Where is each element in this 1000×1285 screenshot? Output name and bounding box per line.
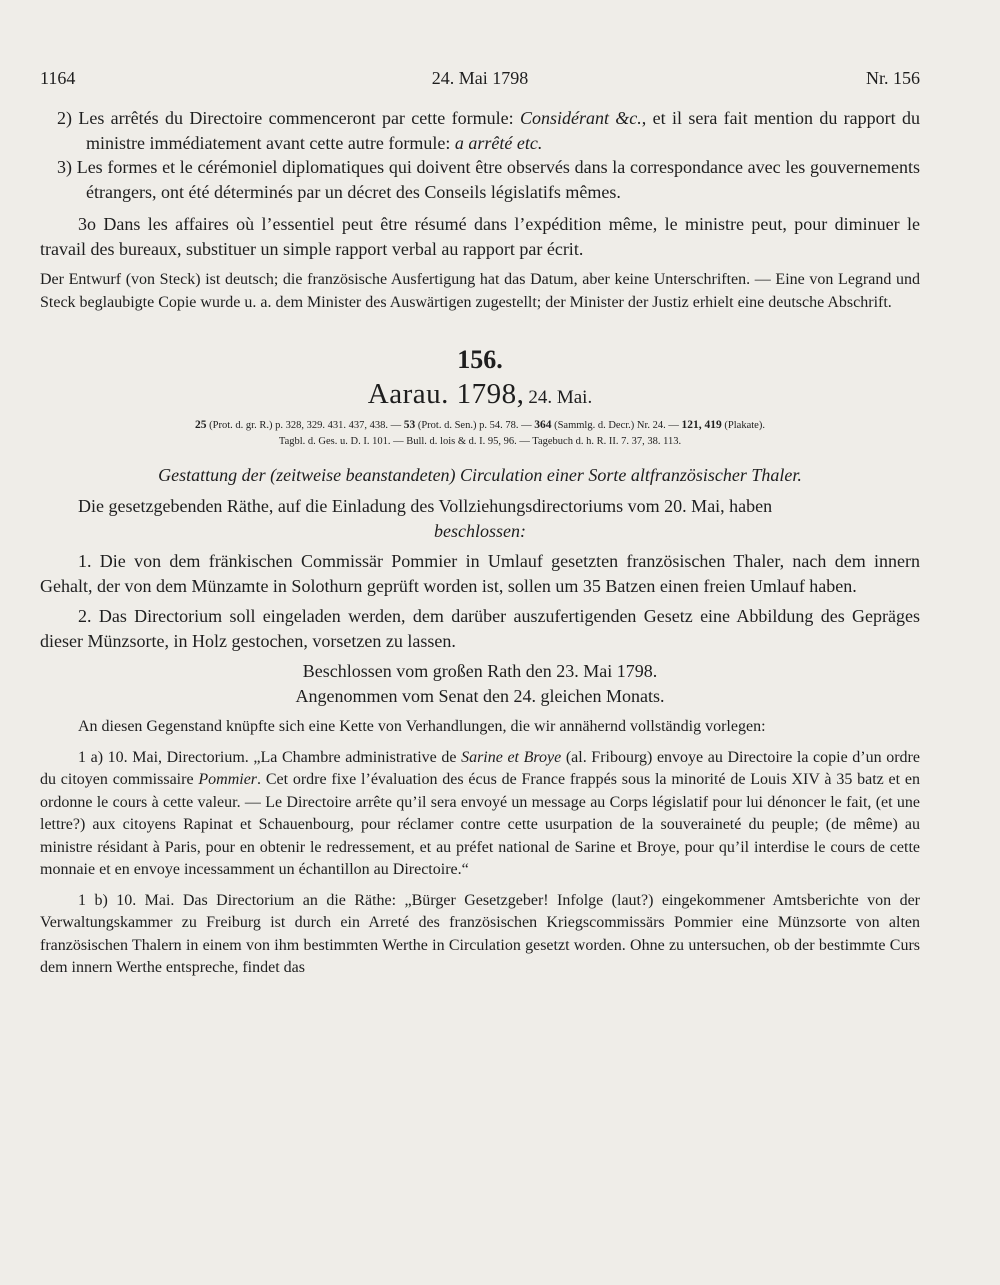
french-item-3: 3) Les formes et le cérémoniel diplomatiques qui doivent être observés dans la correspondance avec les gouvernements étrangers, ont été déterminés par un décret des Conseils législatifs mêmes. — [57, 157, 920, 202]
french-item-2 — [40, 106, 920, 155]
ref-number: 364 — [534, 419, 552, 431]
page-number: 1164 — [40, 68, 76, 88]
decree-article-1: 1. Die von dem fränkischen Commissär Pommier in Umlauf gesetzten französischen Thaler, nach dem innern Gehalt, der von dem Münzamte in Solothurn geprüft worden ist, sollen um 35 Batzen einen freien Umlauf haben. — [40, 551, 920, 596]
commentary-intro: An diesen Gegenstand knüpfte sich eine Kette von Verhandlungen, die wir annähernd vollständig vorlegen: — [78, 718, 766, 735]
p1a-place: Sarine et Broye — [461, 748, 562, 766]
previous-document-note: Der Entwurf (von Steck) ist deutsch; die französische Ausfertigung hat das Datum, aber keine Unterschriften. — Eine von Legrand und Steck beglaubigte Copie wurde u. a. dem Minister des Auswärtigen zugestellt; der Minister der Justiz erhielt eine deutsche Abschrift. — [40, 271, 920, 311]
french-paragraph-3: 3o Dans les affaires où l’essentiel peut être résumé dans l’expédition même, le ministre peut, pour diminuer le travail des bureaux, substituer un simple rapport verbal au rapport par écrit. — [40, 214, 920, 259]
day-month: 24. Mai. — [528, 387, 593, 408]
decree-signature-2: Angenommen vom Senat den 24. gleichen Monats. — [295, 685, 665, 706]
source-references — [40, 417, 920, 450]
place-year: Aarau. 1798, — [367, 378, 525, 410]
header-date: 24. Mai 1798 — [431, 68, 529, 88]
document-place-date — [40, 376, 920, 417]
page-content — [40, 106, 920, 980]
p1a-text-b: (al. Fribourg) envoye au Directoire la copie d’un ordre du citoyen commissaire — [40, 748, 920, 788]
document-subject: Gestattung der (zeitweise beanstandeten) Circulation einer Sorte altfranzösischer Thaler. — [158, 465, 802, 485]
ref-number: 25 — [195, 419, 207, 431]
p1a-text-a: 1 a) 10. Mai, Directorium. „La Chambre administrative de — [78, 748, 462, 766]
ref-text: (Prot. d. gr. R.) p. 328, 329. 431. 437, 438. — — [206, 420, 404, 431]
decree-signature-1: Beschlossen vom großen Rath den 23. Mai 1798. — [302, 661, 658, 681]
item2-text-b: , et il sera fait mention du rapport du ministre immédiatement avant cette autre formule: — [86, 108, 921, 153]
running-header — [40, 68, 920, 96]
references-line-2: Tagbl. d. Ges. u. D. I. 101. — Bull. d. lois & d. I. 95, 96. — Tagebuch d. h. R. II. 7. 37, 38. 113. — [278, 436, 682, 447]
commentary-1a — [40, 747, 920, 882]
item2-formula-2: a arrêté etc. — [454, 132, 543, 153]
ref-number: 121, 419 — [681, 419, 722, 431]
ref-text: (Plakate). — [721, 420, 765, 431]
item2-formula-1: Considérant &c. — [519, 108, 642, 128]
document-number-heading: 156. — [457, 345, 503, 374]
commentary-1b: 1 b) 10. Mai. Das Directorium an die Räthe: „Bürger Gesetzgeber! Infolge (laut?) eingekommener Amtsberichte von der Verwaltungskammer zu Freiburg ist durch ein Arreté des französischen Kriegscommissärs Pommier eine Münzsorte von alten französischen Thalern in einem von ihm bestimmten Werthe in Circulation gesetzt worden. Ohne zu untersuchen, ob der bestimmte Curs dem innern Werthe entspreche, findet das — [40, 891, 920, 976]
decree-intro: Die gesetzgebenden Räthe, auf die Einladung des Vollziehungsdirectoriums vom 20. Mai, haben — [78, 496, 773, 516]
item2-text-a: 2) Les arrêtés du Directoire commenceront par cette formule: — [57, 108, 520, 128]
p1a-name: Pommier — [198, 771, 258, 788]
p1a-text-c: . Cet ordre fixe l’évaluation des écus de France frappés sous la minorité de Louis XIV à 35 batz et en ordonne le cours à cette valeur. — Le Directoire arrête qu’il sera envoyé un message au Corps législatif pour lui dénoncer le fait, (et une lettre?) aux citoyens Rapinat et Schauenbourg, pour réclamer contre cette usurpation de la souveraineté du peuple; (de même) au ministre résidant à Paris, pour en obtenir le redressement, et au préfet national de Sarine et Broye, pour qu’il interdise le cours de cette monnaie et en envoye incessamment un échantillon au Directoire.“ — [40, 771, 920, 878]
references-line-1 — [40, 417, 920, 434]
decree-resolved: beschlossen: — [434, 520, 526, 541]
decree-article-2: 2. Das Directorium soll eingeladen werden, dem darüber auszufertigenden Gesetz eine Abbildung des Gepräges dieser Münzsorte, in Holz gestochen, vorsetzen zu lassen. — [40, 606, 920, 651]
ref-text: (Sammlg. d. Decr.) Nr. 24. — — [551, 420, 682, 431]
ref-number: 53 — [403, 419, 416, 431]
document-number: Nr. 156 — [866, 68, 920, 88]
ref-text: (Prot. d. Sen.) p. 54. 78. — — [415, 420, 535, 431]
